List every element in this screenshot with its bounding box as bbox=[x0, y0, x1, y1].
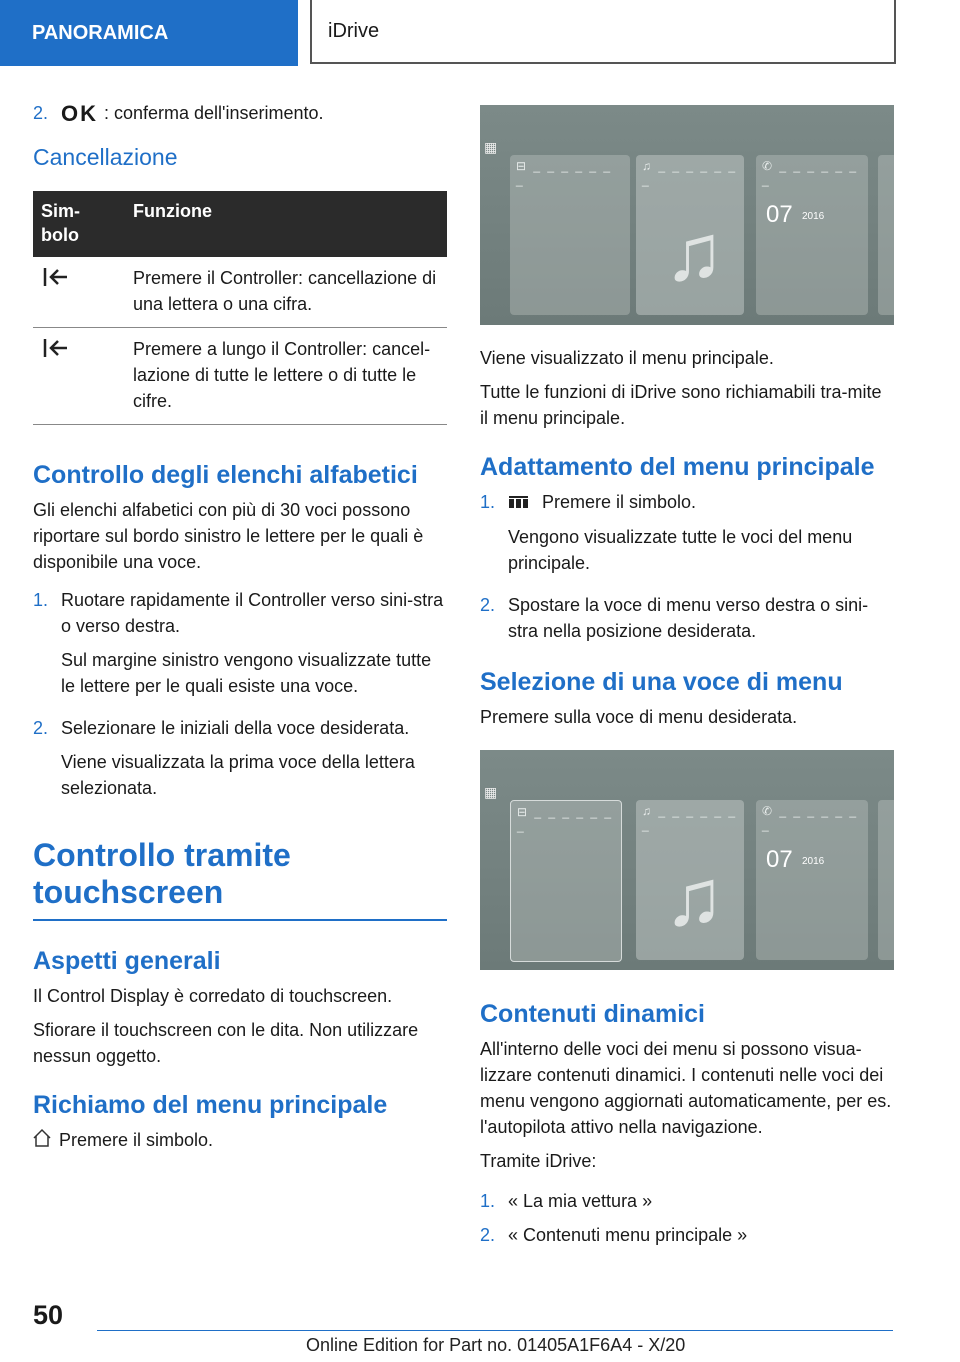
menu-layout-icon bbox=[508, 490, 532, 516]
step-subtext: Viene visualizzata la prima voce della lettera selezionata. bbox=[61, 752, 415, 799]
ok-icon: OK bbox=[61, 101, 98, 127]
heading-alfabetici: Controllo degli elenchi alfabetici bbox=[33, 461, 418, 490]
step-2 bbox=[480, 592, 894, 652]
main-menu-screenshot-1 bbox=[480, 105, 894, 325]
step-text: Selezionare le iniziali della voce desiderata. bbox=[61, 718, 410, 739]
step-text: Spostare la voce di menu verso destra o sini-stra nella posizione desiderata. bbox=[508, 595, 869, 642]
music-note-icon: ♫ bbox=[664, 208, 724, 297]
step-number: 1. bbox=[480, 1191, 496, 1212]
footer-edition: Online Edition for Part no. 01405A1F6A4 - X/20 bbox=[306, 1335, 686, 1355]
step-text: : conferma dell'inserimento. bbox=[104, 103, 324, 123]
section-tab: PANORAMICA bbox=[0, 0, 298, 66]
heading-touchscreen: Controllo tramite touchscreen bbox=[33, 837, 291, 911]
step-number: 1. bbox=[33, 590, 49, 611]
menu-adjust-icon: ▦ bbox=[484, 139, 498, 155]
footer-rule bbox=[97, 1330, 893, 1331]
step-number: 2. bbox=[33, 718, 49, 739]
step-2 bbox=[33, 715, 447, 809]
heading-richiamo: Richiamo del menu principale bbox=[33, 1091, 388, 1120]
menu-tile-vehicle: ⊟ _ _ _ _ _ _ _ bbox=[510, 800, 622, 962]
heading-adattamento: Adattamento del menu principale bbox=[480, 453, 875, 481]
heading-cancellazione: Cancellazione bbox=[33, 144, 178, 171]
paragraph: Gli elenchi alfabetici con più di 30 voci possono riportare sul bordo sinistro le lettere per le quali è disponibile una voce. bbox=[33, 500, 424, 573]
chapter-title: iDrive bbox=[310, 0, 896, 64]
step-number: 2. bbox=[480, 1225, 496, 1246]
step-1 bbox=[480, 489, 894, 584]
heading-aspetti: Aspetti generali bbox=[33, 947, 221, 976]
delete-char-icon bbox=[33, 257, 125, 328]
step-1 bbox=[480, 1188, 894, 1214]
step-text: Premere il simbolo. bbox=[542, 492, 697, 512]
step-number: 2. bbox=[33, 103, 49, 123]
menu-tile-phone: ✆ _ _ _ _ _ _ _ 07 2016 bbox=[756, 155, 868, 315]
menu-tile-phone: ✆ _ _ _ _ _ _ _ 07 2016 bbox=[756, 800, 868, 960]
home-icon bbox=[33, 1128, 51, 1155]
menu-adjust-icon: ▦ bbox=[484, 784, 498, 801]
paragraph: All'interno delle voci dei menu si possono visua-lizzare contenuti dinamici. I contenuti nelle voci dei menu vengono aggiornati automaticamente, per es. l'autopilota attivo nella navigazione. bbox=[480, 1039, 892, 1138]
heading-dinamici: Contenuti dinamici bbox=[480, 1000, 705, 1029]
tile-date: 07 bbox=[766, 846, 793, 874]
step-2 bbox=[480, 1222, 894, 1248]
menu-tile-media: ♫ _ _ _ _ _ _ _ ♫ bbox=[636, 800, 744, 960]
page-header bbox=[0, 0, 960, 66]
step-1 bbox=[33, 587, 447, 707]
table-header-symbol: Sim- bolo bbox=[33, 191, 125, 257]
delete-all-icon bbox=[33, 328, 125, 425]
tile-date: 07 bbox=[766, 201, 793, 228]
step-subtext: Vengono visualizzate tutte le voci del menu principale. bbox=[508, 527, 853, 574]
symbol-table bbox=[33, 191, 447, 425]
menu-tile-media: ♫ _ _ _ _ _ _ _ ♫ bbox=[636, 155, 744, 315]
step-subtext: Sul margine sinistro vengono visualizzate tutte le lettere per le quali esiste una voce. bbox=[61, 650, 432, 697]
tile-year: 2016 bbox=[802, 856, 825, 868]
menu-tile-next bbox=[878, 800, 894, 960]
richiamo-step bbox=[33, 1127, 447, 1155]
table-row bbox=[33, 328, 447, 425]
page-number: 50 bbox=[33, 1300, 64, 1330]
menu-tile-vehicle: ⊟ _ _ _ _ _ _ _ bbox=[510, 155, 630, 315]
music-note-icon: ♫ bbox=[664, 853, 724, 943]
tile-year: 2016 bbox=[802, 211, 825, 222]
step-ok bbox=[33, 100, 447, 127]
step-text: « Contenuti menu principale » bbox=[508, 1225, 748, 1246]
step-number: 2. bbox=[480, 595, 496, 616]
paragraph: Il Control Display è corredato di touchscreen. bbox=[33, 986, 393, 1007]
heading-rule bbox=[33, 919, 447, 921]
table-row bbox=[33, 257, 447, 328]
step-number: 1. bbox=[480, 492, 496, 512]
step-text: Premere il simbolo. bbox=[59, 1130, 214, 1151]
heading-selezione: Selezione di una voce di menu bbox=[480, 668, 843, 697]
table-header-function: Funzione bbox=[125, 191, 447, 257]
paragraph: Tramite iDrive: bbox=[480, 1151, 597, 1172]
paragraph: Sfiorare il touchscreen con le dita. Non utilizzare nessun oggetto. bbox=[33, 1020, 419, 1067]
main-menu-screenshot-2 bbox=[480, 750, 894, 970]
paragraph: Viene visualizzato il menu principale. bbox=[480, 348, 774, 368]
paragraph: Tutte le funzioni di iDrive sono richiamabili tra-mite il menu principale. bbox=[480, 382, 882, 428]
step-text: Ruotare rapidamente il Controller verso sini-stra o verso destra. bbox=[61, 590, 444, 637]
left-column bbox=[33, 100, 447, 1163]
right-column bbox=[480, 105, 894, 1256]
paragraph: Premere sulla voce di menu desiderata. bbox=[480, 707, 798, 728]
menu-tile-next bbox=[878, 155, 894, 315]
row-text: Premere il Controller: cancellazione di una lettera o una cifra. bbox=[125, 257, 447, 328]
step-text: « La mia vettura » bbox=[508, 1191, 653, 1212]
row-text: Premere a lungo il Controller: cancel-lazione di tutte le lettere o di tutte le cifre. bbox=[125, 328, 447, 425]
